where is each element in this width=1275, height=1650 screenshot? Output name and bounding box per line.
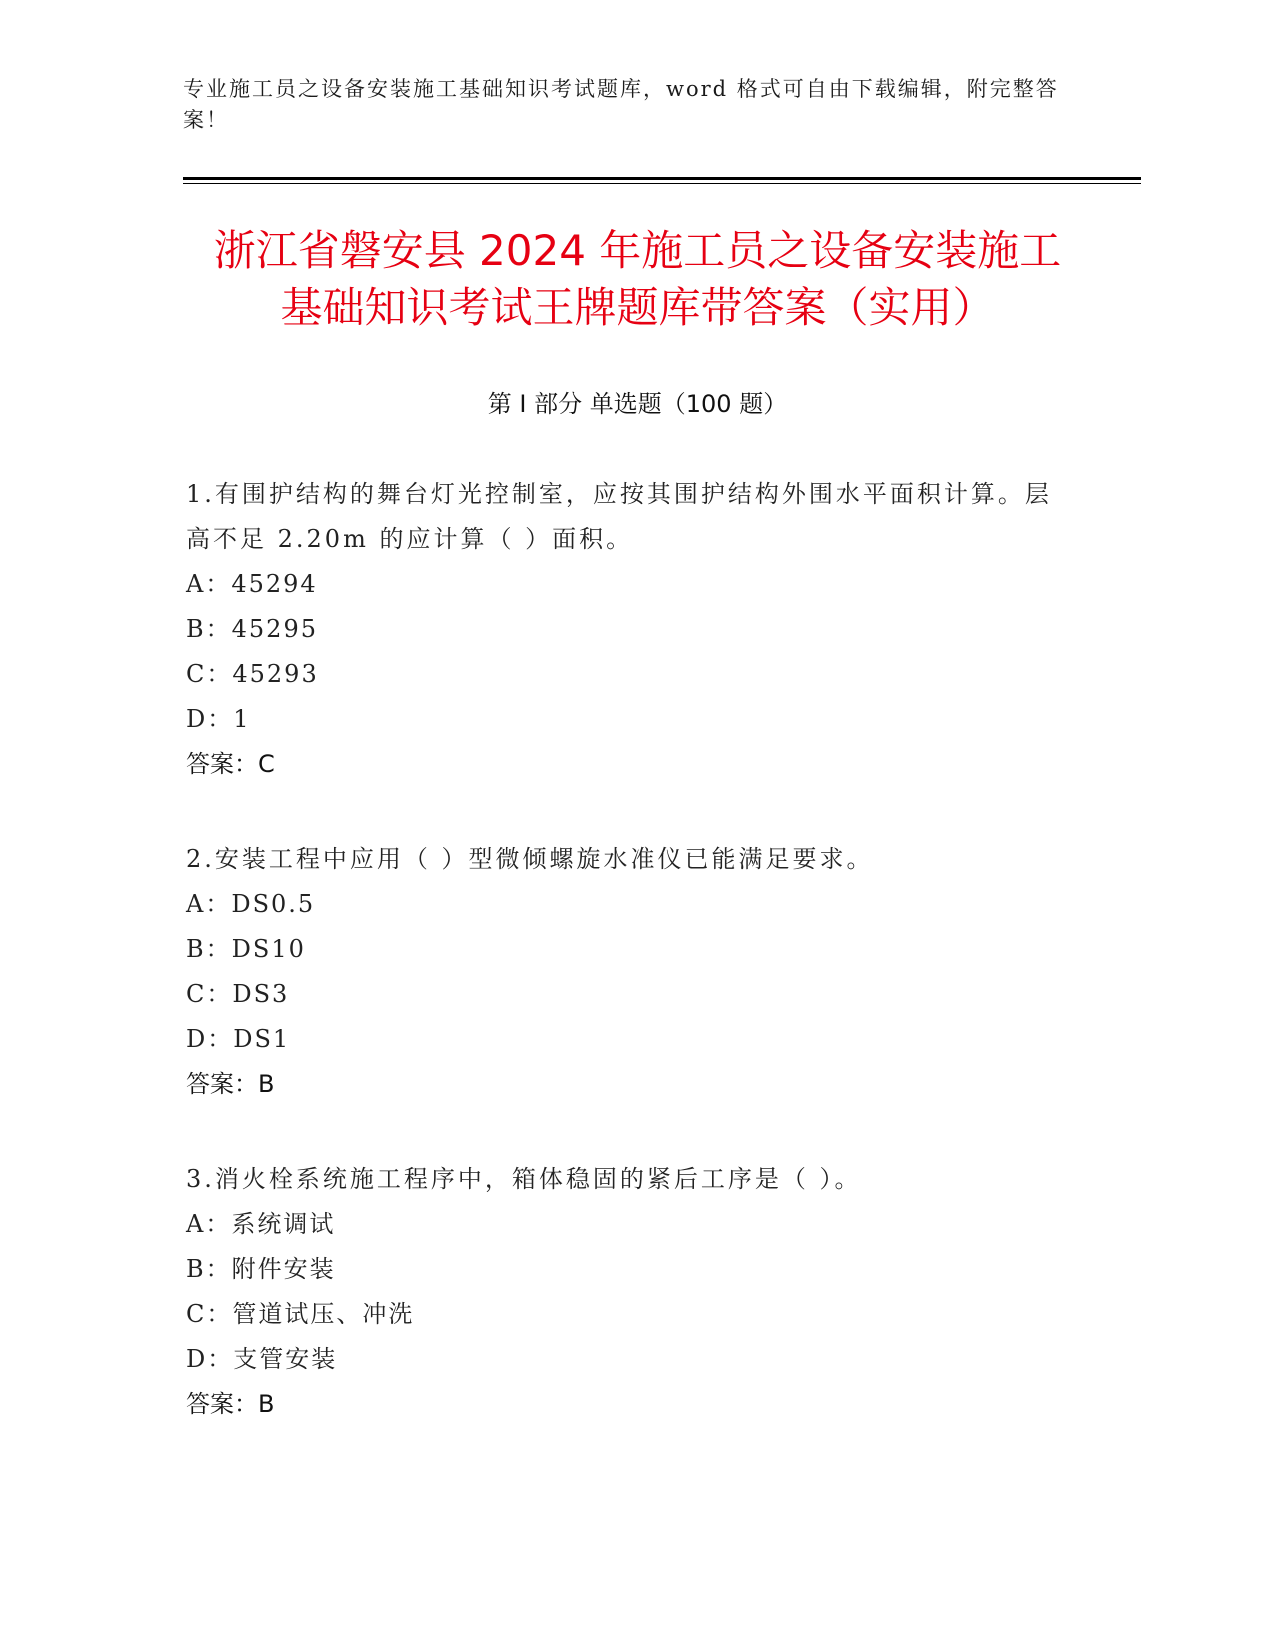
answer: 答案：B [186, 1070, 275, 1098]
option-c: C：管道试压、冲洗 [186, 1300, 415, 1328]
option-a: A：DS0.5 [186, 890, 316, 918]
document-title [150, 222, 1125, 336]
question-2 [186, 837, 1066, 1107]
option-b: B：附件安装 [186, 1255, 336, 1283]
header-rule-thick [183, 177, 1141, 180]
option-b: B：45295 [186, 615, 318, 643]
question-text: 1.有围护结构的舞台灯光控制室，应按其围护结构外围水平面积计算。层高不足 2.20m 的应计算（ ）面积。 [186, 480, 1052, 553]
section-title: 第 I 部分 单选题（100 题） [487, 390, 788, 418]
document-title-line1: 浙江省磐安县 2024 年施工员之设备安装施工 [213, 226, 1062, 275]
document-title-line2: 基础知识考试王牌题库带答案（实用） [280, 283, 995, 332]
option-d: D：1 [186, 705, 251, 733]
question-3 [186, 1157, 1066, 1427]
option-a: A：45294 [186, 570, 318, 598]
header-rule-thin [183, 183, 1141, 184]
option-a: A：系统调试 [186, 1210, 336, 1238]
option-c: C：DS3 [186, 980, 290, 1008]
header-note: 专业施工员之设备安装施工基础知识考试题库，word 格式可自由下载编辑，附完整答案！ [183, 77, 1059, 132]
question-list [186, 472, 1066, 1477]
option-d: D：DS1 [186, 1025, 291, 1053]
option-b: B：DS10 [186, 935, 306, 963]
question-text: 3.消火栓系统施工程序中，箱体稳固的紧后工序是（ ）。 [186, 1165, 862, 1193]
question-1 [186, 472, 1066, 787]
answer: 答案：C [186, 750, 275, 778]
answer: 答案：B [186, 1390, 275, 1418]
question-text: 2.安装工程中应用（ ）型微倾螺旋水准仪已能满足要求。 [186, 845, 874, 873]
option-d: D：支管安装 [186, 1345, 338, 1373]
option-c: C：45293 [186, 660, 319, 688]
